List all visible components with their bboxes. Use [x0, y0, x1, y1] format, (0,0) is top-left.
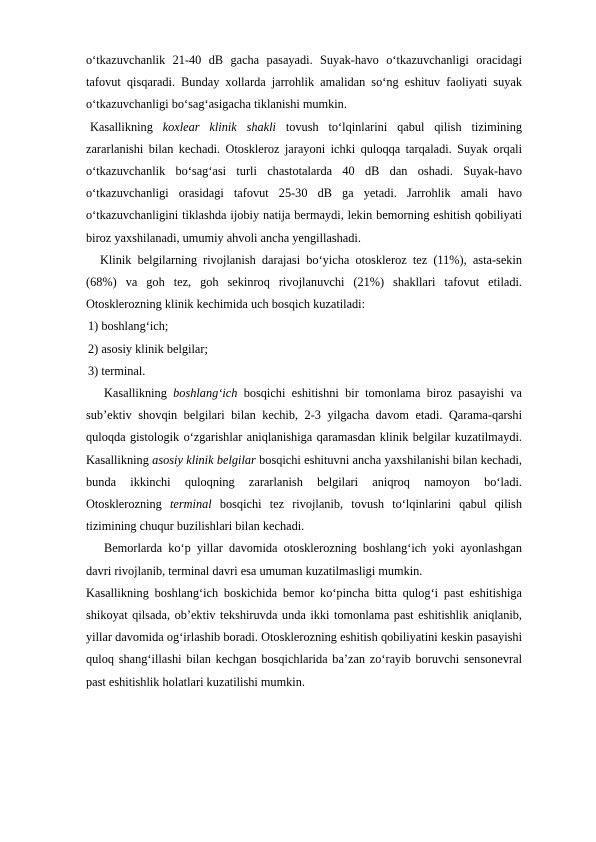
paragraph-stage-descriptions: [86, 382, 522, 537]
paragraph-text: Kasallikning: [90, 119, 163, 134]
list-item-stage-2: 2) asosiy klinik belgilar;: [88, 341, 208, 356]
emphasis-terminal-stage: terminal: [170, 497, 212, 512]
document-page: [86, 49, 522, 693]
paragraph-text: bosqichi eshitishni bir tomonlama biroz pasayishi va sub’ektiv shovqin belgilari bilan kechib, 2-3 yilgacha davom etadi. Qarama-qarshi quloqda gistologik o‘zgarishlar aniqlanishiga qaramasdan klinik belgilar kuzatilmaydi. Kasallikning: [86, 386, 522, 467]
emphasis-main-stage: asosiy klinik belgilar: [152, 452, 256, 467]
list-item-stage-1: 1) boshlang‘ich;: [88, 319, 169, 334]
emphasis-initial-stage: boshlang‘ich: [173, 386, 238, 401]
paragraph-patient-course: Bemorlarda ko‘p yillar davomida otosklerozning boshlang‘ich yoki ayonlashgan davri rivojlanib, terminal davri esa umuman kuzatilmasligi mumkin.: [86, 541, 522, 578]
emphasis-cochlear-form: koxlear klinik shakli: [162, 119, 276, 134]
paragraph-text: Kasallikning: [104, 386, 174, 401]
list-item-stage-3: 3) terminal.: [88, 363, 146, 378]
paragraph-text: tovush to‘lqinlarini qabul qilish tizimining zararlanishi bilan kechadi. Otoskleroz jarayoni ichki quloqqa tarqaladi. Suyak orqali o‘tkazuvchanlik bo‘sag‘asi turli chastotalarda 40 dB dan oshadi. Suyak-havo o‘tkazuvchanligi orasidagi tafovut 25-30 dB ga yetadi. Jarrohlik amali havo o‘tkazuvchanligini tiklashda ijobiy natija bermaydi, lekin bemorning eshitish qobiliyati biroz yaxshilanadi, umumiy ahvoli ancha yengillashadi.: [86, 119, 522, 245]
paragraph-bilateral-hearing-loss: Kasallikning boshlang‘ich boskichida bemor ko‘pincha bitta qulog‘i past eshitishiga shikoyat qilsada, ob’ektiv tekshiruvda unda ikki tomonlama past eshitishlik aniqlanib, yillar davomida og‘irlashib boradi. Otosklerozning eshitish qobiliyatini keskin pasayishi quloq shang‘illashi bilan kechgan bosqichlarida ba’zan zo‘rayib boruvchi sensonevral past eshitishlik holatlari kuzatilishi mumkin.: [86, 585, 522, 689]
paragraph-development-rates: Klinik belgilarning rivojlanish darajasi bo‘yicha otoskleroz tez (11%), asta-sekin (68%) va goh tez, goh sekinroq rivojlanuvchi (21%) shakllari tafovut etiladi. Otosklerozning klinik kechimida uch bosqich kuzatiladi:: [86, 252, 522, 312]
paragraph-conductive-hearing: o‘tkazuvchanlik 21-40 dB gacha pasayadi. Suyak-havo o‘tkazuvchanligi oracidagi tafovut qisqaradi. Bunday xollarda jarrohlik amalidan so‘ng eshituv faoliyati suyak o‘tkazuvchanligi bo‘sag‘asigacha tiklanishi mumkin.: [86, 53, 522, 112]
paragraph-text: bosqichi tez rivojlanib, tovush to‘lqinlarini qabul qilish tizimining chuqur buzilishlari bilan kechadi.: [86, 497, 522, 534]
paragraph-text: bosqichi eshituvni ancha yaxshilanishi bilan kechadi, bunda ikkinchi quloqning zararlanish belgilari aniqroq namoyon bo‘ladi. Otosklerozning: [86, 452, 522, 512]
paragraph-cochlear-form: [86, 116, 522, 249]
